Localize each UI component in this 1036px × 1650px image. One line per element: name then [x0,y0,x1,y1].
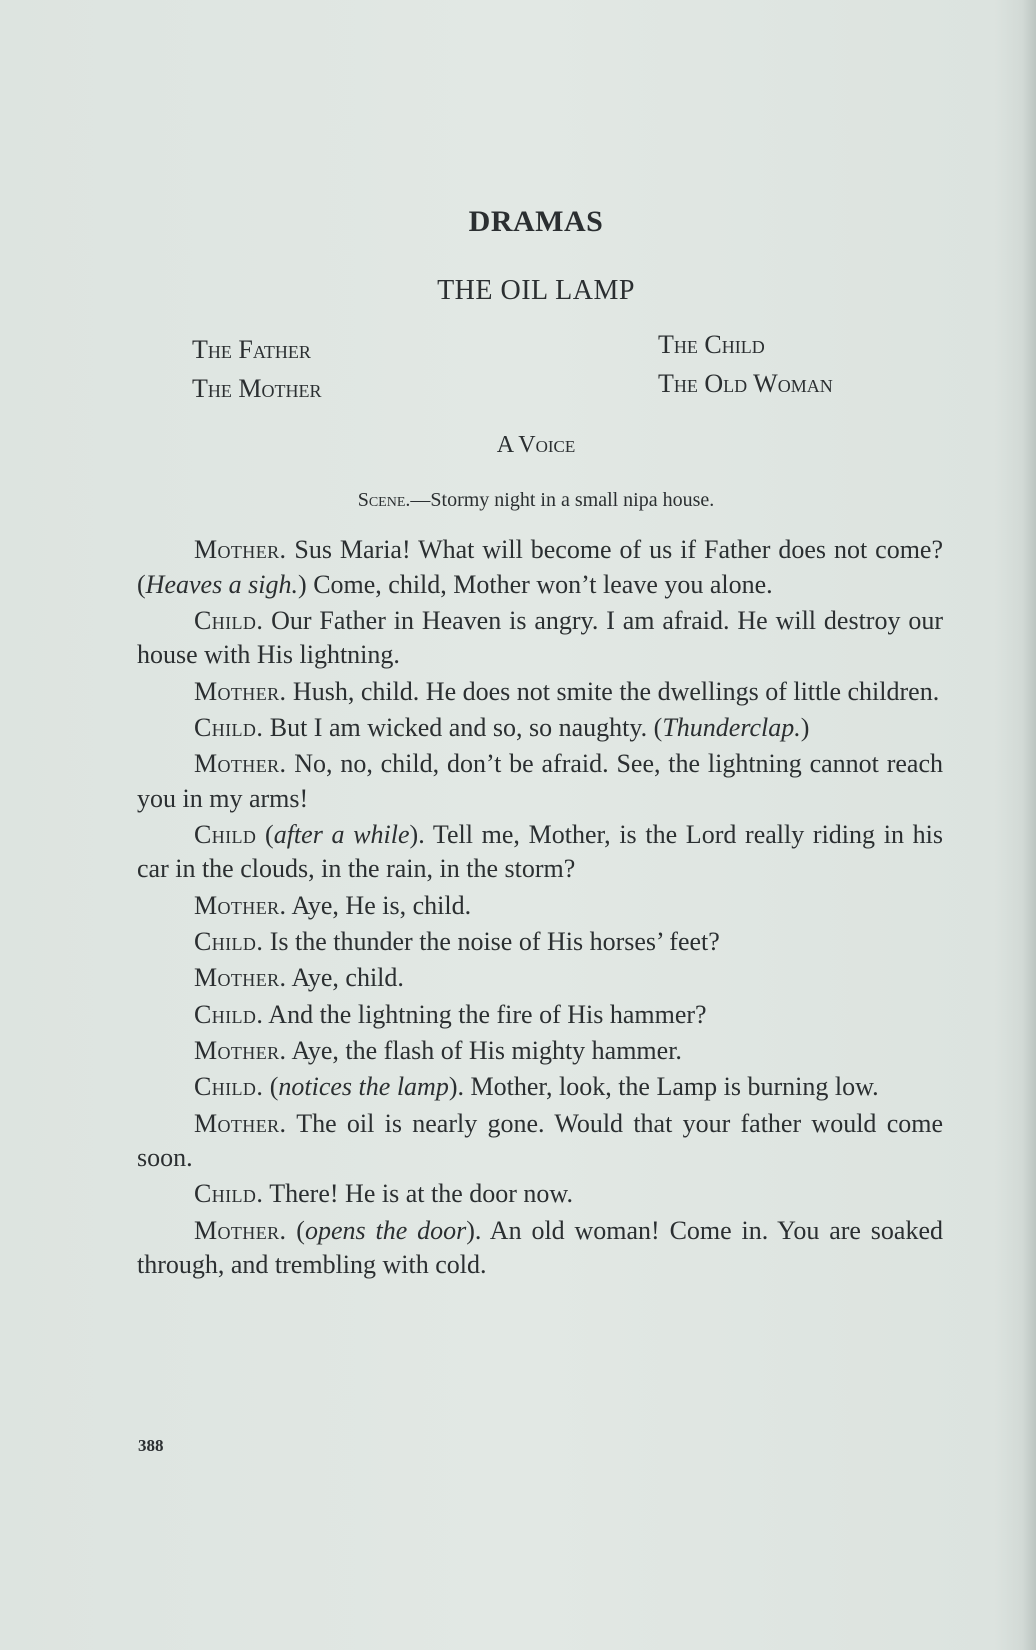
stage-direction: Heaves a sigh. [145,569,299,599]
dialogue-line [137,747,943,816]
dialogue-line [137,1070,943,1105]
play-title: THE OIL LAMP [437,275,635,306]
line-text-continued: ). Tell me, Mother, is the Lord really riding in his car in the clouds, in the rain, in the storm? [137,819,943,884]
line-text: But I am wicked and so, so naughty. ( [263,712,663,742]
line-text-continued: ) Come, child, Mother won’t leave you alone. [298,569,773,599]
line-text: There! He is at the door now. [263,1179,573,1209]
speaker-name: Mother. [194,1215,287,1245]
scene-text: —Stormy night in a small nipa house. [410,489,715,511]
line-text: Sus Maria! What will become of us if Father does not come? ( [137,535,943,599]
line-text: Aye, child. [286,963,404,993]
line-text: ( [286,1215,305,1245]
cast-member-voice: A Voice [496,432,576,458]
dialogue-line [137,1034,943,1069]
page-edge-shadow [1022,0,1036,1650]
line-text: No, no, child, don’t be afraid. See, the lightning cannot reach you in my arms! [137,749,943,813]
speaker-name: Child. [194,1179,264,1209]
speaker-name: Child. [194,605,264,635]
line-text: Our Father in Heaven is angry. I am afraid. He will destroy our house with His lightning. [137,605,943,670]
line-text: Is the thunder the noise of His horses’ feet? [263,927,720,957]
dialogue-line [137,998,943,1033]
section-title: DRAMAS [468,205,604,238]
dialogue-line [137,1107,943,1176]
dialogue-line [137,889,943,924]
speaker-name: Mother. [194,1108,287,1138]
speaker-name: Child. [194,927,264,957]
dialogue-line [137,961,943,996]
line-text-continued: ) [800,712,810,742]
scene-description [0,489,1036,512]
speaker-name: Mother. [194,676,287,706]
dialogue-body [137,533,943,1284]
speaker-name: Mother. [194,535,287,564]
cast-list-left [192,330,322,408]
line-text-continued: ). Mother, look, the Lamp is burning low. [448,1072,879,1102]
dialogue-line [137,675,943,710]
speaker-name: Mother. [194,749,287,779]
stage-direction: Thunderclap. [662,712,801,742]
line-text-continued: ). An old woman! Come in. You are soaked through, and trembling with cold. [137,1215,943,1280]
cast-member-child: The Child [658,330,765,359]
line-text: ( [263,1072,279,1102]
speaker-name: Child [194,819,257,849]
page-number: 388 [138,1436,164,1455]
line-text: ( [256,819,274,849]
line-text: And the lightning the fire of His hammer? [263,999,707,1029]
speaker-name: Mother. [194,963,287,993]
line-text: Aye, the flash of His mighty hammer. [286,1035,682,1065]
line-text: Hush, child. He does not smite the dwellings of little children. [286,676,940,706]
dialogue-line [137,711,943,746]
speaker-name: Mother. [194,890,287,920]
cast-list-right [658,325,833,403]
cast-member-old-woman: The Old Woman [658,369,833,398]
dialogue-line [137,533,943,602]
dialogue-line [137,1177,943,1212]
speaker-name: Child. [194,999,264,1029]
dialogue-line [137,925,943,960]
cast-member-mother: The Mother [192,374,322,403]
stage-direction: after a while [273,819,410,849]
scene-label: Scene. [357,489,411,511]
line-text: The oil is nearly gone. Would that your father would come soon. [137,1108,943,1173]
speaker-name: Child. [194,1072,264,1102]
dialogue-line [137,604,943,673]
dialogue-line [137,818,943,887]
cast-member-father: The Father [192,335,311,364]
stage-direction: notices the lamp [278,1072,449,1102]
stage-direction: opens the door [304,1215,467,1245]
line-text: Aye, He is, child. [286,890,472,920]
speaker-name: Mother. [194,1035,287,1065]
speaker-name: Child. [194,712,264,742]
dialogue-line [137,1214,943,1283]
